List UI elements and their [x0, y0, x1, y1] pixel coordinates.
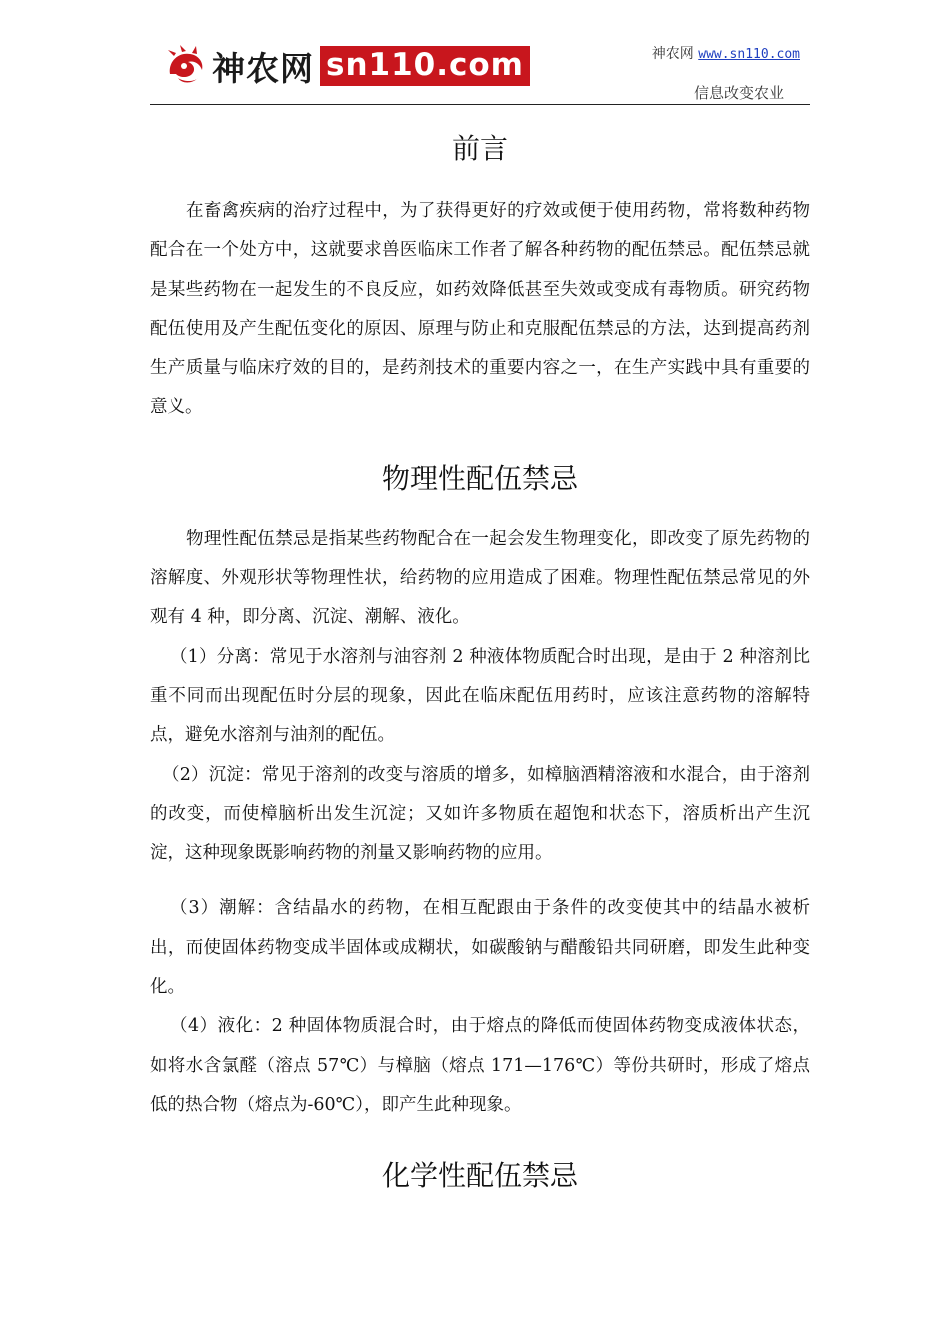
preface-paragraph: 在畜禽疾病的治疗过程中，为了获得更好的疗效或便于使用药物，常将数种药物配合在一个处方中，这就要求兽医临床工作者了解各种药物的配伍禁忌。配伍禁忌就是某些药物在一起发生的不良反应，如药效降低甚至失效或变成有毒物质。研究药物配伍使用及产生配伍变化的原因、原理与防止和克服配伍禁忌的方法，达到提高药剂生产质量与临床疗效的目的，是药剂技术的重要内容之一，在生产实践中具有重要的意义。 — [150, 201, 810, 418]
site-motto: 信息改变农业 — [693, 84, 784, 102]
site-link-line — [652, 43, 800, 63]
physical-item-deliquescence: （3）潮解：含结晶水的药物，在相互配跟由于条件的改变使其中的结晶水被析出，而使固体药物变成半固体或成糊状，如碳酸钠与醋酸铅共同研磨，即发生此种变化。 — [150, 898, 810, 998]
logo-chinese-text: 神农网 — [212, 48, 314, 88]
physical-intro-paragraph: 物理性配伍禁忌是指某些药物配合在一起会发生物理变化，即改变了原先药物的溶解度、外观形状等物理性状，给药物的应用造成了困难。物理性配伍禁忌常见的外观有 4 种，即分离、沉淀、潮解、液化。 — [150, 528, 810, 628]
site-label: 神农网 — [651, 46, 694, 62]
logo-domain-text: sn110.com — [320, 46, 530, 86]
physical-item-precipitation: （2）沉淀：常见于溶剂的改变与溶质的增多，如樟脑酒精溶液和水混合，由于溶剂的改变，而使樟脑析出发生沉淀；又如许多物质在超饱和状态下，溶质析出产生沉淀，这种现象既影响药物的剂量又影响药物的应用。 — [150, 764, 810, 864]
document-body — [150, 120, 810, 1205]
site-url-link[interactable]: www.sn110.com — [698, 47, 800, 62]
preface-title: 前言 — [451, 132, 508, 165]
page-header — [150, 38, 810, 105]
physical-section-title: 物理性配伍禁忌 — [381, 461, 578, 495]
site-logo[interactable] — [164, 44, 530, 88]
physical-item-separation: （1）分离：常见于水溶剂与油容剂 2 种液体物质配合时出现，是由于 2 种溶剂比重不同而出现配伍时分层的现象，因此在临床配伍用药时，应该注意药物的溶解特点，避免水溶剂与油剂的配伍。 — [150, 646, 810, 746]
chemical-section-title: 化学性配伍禁忌 — [381, 1159, 578, 1193]
dragon-logo-icon — [164, 44, 208, 88]
physical-item-liquefaction: （4）液化：2 种固体物质混合时，由于熔点的降低而使固体药物变成液体状态，如将水含氯醛（溶点 57℃）与樟脑（熔点 171—176℃）等份共研时，形成了熔点低的热合物（熔点为-60℃），即产生此种现象。 — [150, 1016, 810, 1115]
